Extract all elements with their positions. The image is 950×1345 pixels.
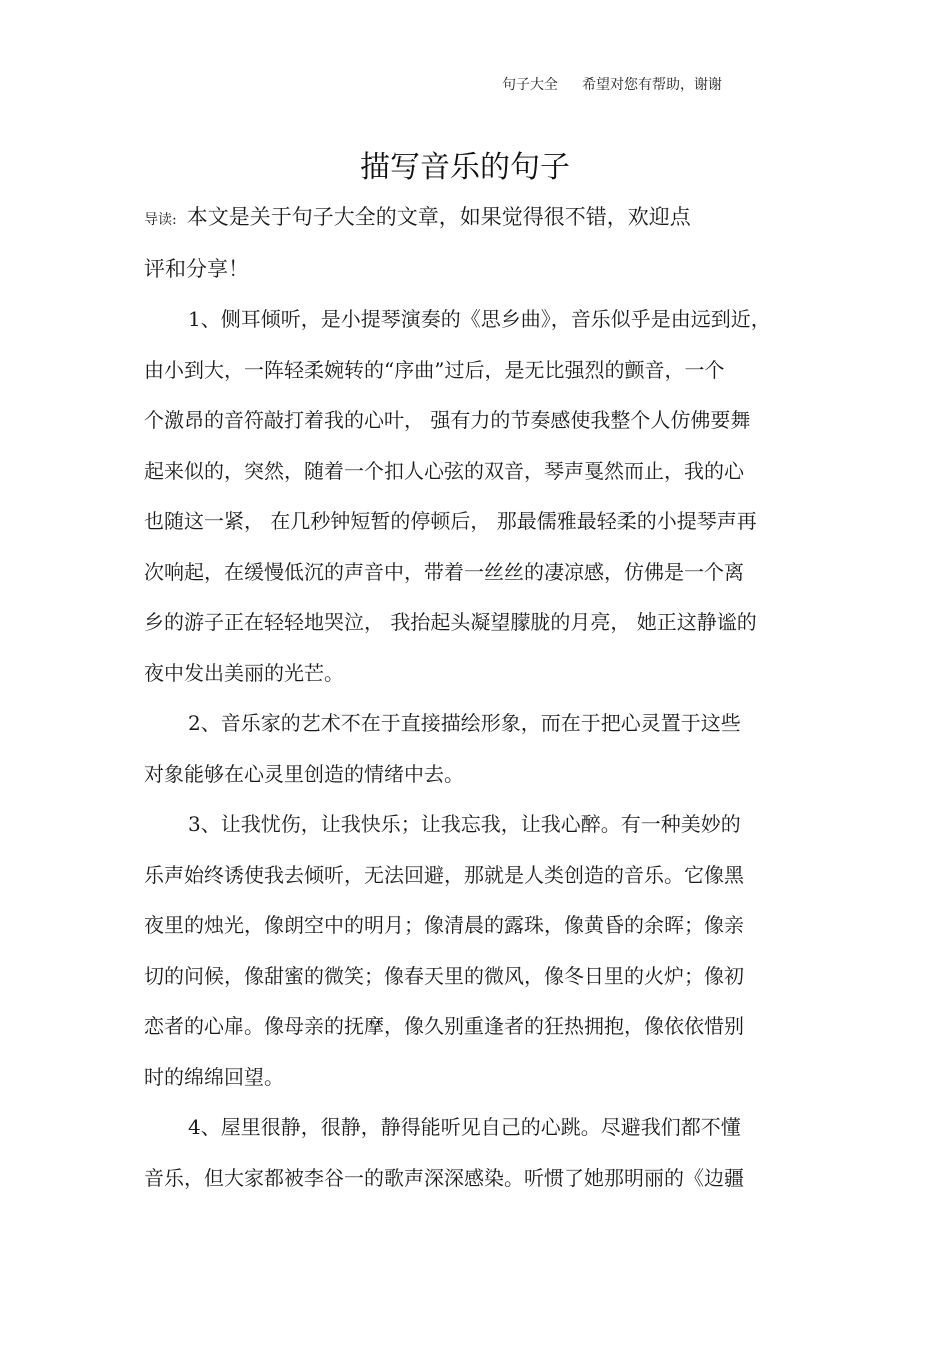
intro-line <box>144 200 794 252</box>
header-thanks-note: 希望对您有帮助，谢谢 <box>582 77 722 93</box>
running-header <box>502 74 722 94</box>
paragraph-line: 1、侧耳倾听，是小提琴演奏的《思乡曲》，音乐似乎是由远到近， <box>188 307 771 331</box>
paragraph-3 <box>144 807 844 1110</box>
paragraph-line: 夜里的烛光，像朗空中的明月；像清晨的露珠，像黄昏的余晖；像亲 <box>144 913 744 937</box>
paragraph-line: 2、音乐家的艺术不在于直接描绘形象，而在于把心灵置于这些 <box>188 711 741 735</box>
paragraph-line: 由小到大，一阵轻柔婉转的“序曲”过后，是无比强烈的颤音，一个 <box>144 357 725 382</box>
paragraph-line: 也随这一紧， 在几秒钟短暂的停顿后， 那最儒雅最轻柔的小提琴声再 <box>144 509 757 533</box>
paragraph-line: 个激昂的音符敲打着我的心叶， 强有力的节奏感使我整个人仿佛要舞 <box>144 408 751 432</box>
paragraph-line: 次响起，在缓慢低沉的声音中，带着一丝丝的凄凉感，仿佛是一个离 <box>144 559 744 584</box>
intro-block <box>144 200 794 304</box>
paragraph-line: 切的问候，像甜蜜的微笑；像春天里的微风，像冬日里的火炉；像初 <box>144 963 744 988</box>
intro-lead-label: 导读: <box>144 212 177 228</box>
paragraph-4 <box>144 1110 844 1211</box>
paragraph-line: 3、让我忧伤，让我快乐；让我忘我，让我心醉。有一种美妙的 <box>188 812 741 836</box>
intro-line: 评和分享！ <box>144 257 249 281</box>
paragraph-2 <box>144 706 844 807</box>
paragraph-line: 起来似的，突然，随着一个扣人心弦的双音，琴声戛然而止，我的心 <box>144 458 744 483</box>
paragraph-line: 时的绵绵回望。 <box>144 1064 284 1089</box>
article-body <box>144 302 844 1211</box>
paragraph-1 <box>144 302 844 706</box>
paragraph-line: 恋者的心扉。像母亲的抚摩，像久别重逢者的狂热拥抱，像依依惜别 <box>144 1014 744 1038</box>
header-site-name: 句子大全 <box>502 77 558 93</box>
document-title: 描写音乐的句子 <box>360 150 570 185</box>
paragraph-line: 乡的游子正在轻轻地哭泣， 我抬起头凝望朦胧的月亮， 她正这静谧的 <box>144 610 757 634</box>
paragraph-line: 对象能够在心灵里创造的情绪中去。 <box>144 761 464 786</box>
paragraph-line: 4、屋里很静，很静，静得能听见自己的心跳。尽避我们都不懂 <box>188 1115 741 1139</box>
intro-text: 本文是关于句子大全的文章，如果觉得很不错，欢迎点 <box>186 205 691 229</box>
paragraph-line: 乐声始终诱使我去倾听，无法回避，那就是人类创造的音乐。它像黑 <box>144 862 744 887</box>
paragraph-line: 音乐，但大家都被李谷一的歌声深深感染。听惯了她那明丽的《边疆 <box>144 1165 744 1190</box>
paragraph-line: 夜中发出美丽的光芒。 <box>144 660 344 685</box>
